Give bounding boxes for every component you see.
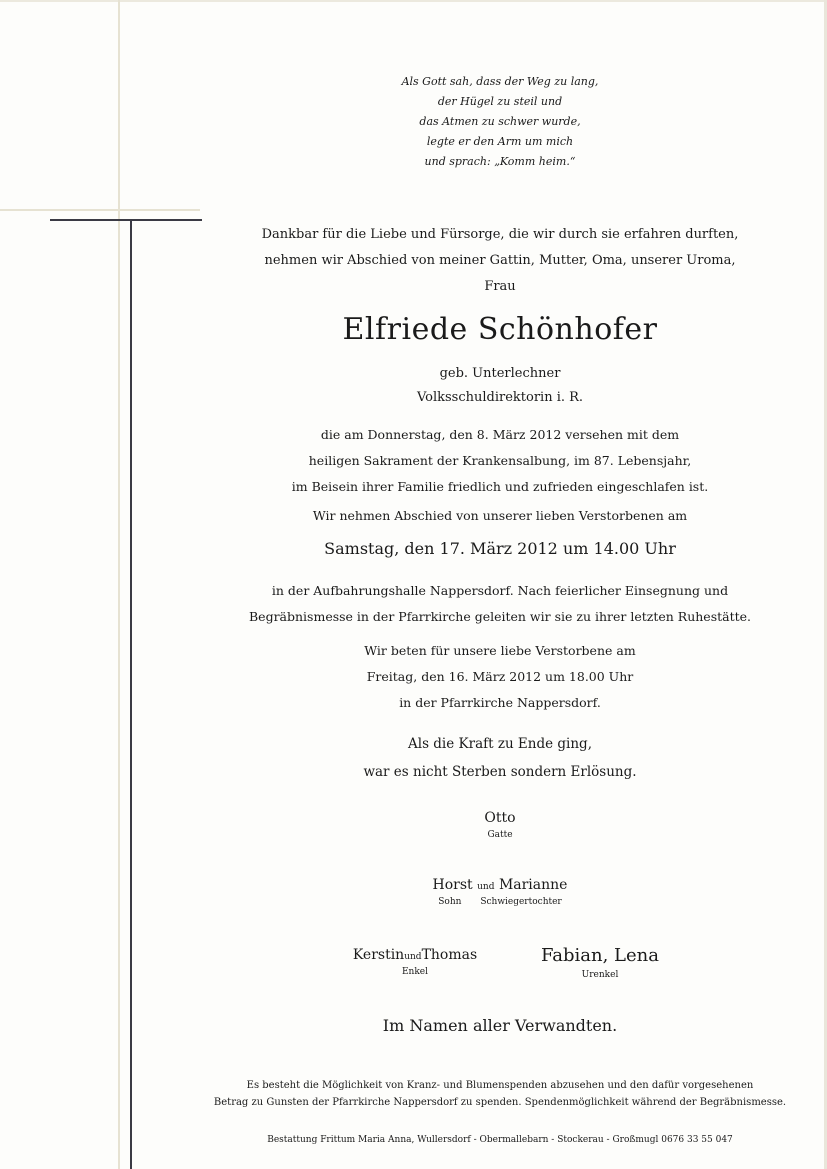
opening-poem xyxy=(120,72,827,172)
conjunction: und xyxy=(404,952,422,962)
prayer-line: Freitag, den 16. März 2012 um 18.00 Uhr xyxy=(366,669,634,684)
mourner-names xyxy=(330,947,500,963)
notice-line: Es besteht die Möglichkeit von Kranz- und Blumenspenden abzusehen und den dafür vorgesehenen xyxy=(246,1080,754,1091)
mourner-name: Marianne xyxy=(498,877,568,893)
mourner-name: Horst xyxy=(432,877,473,893)
mourner-role: Urenkel xyxy=(581,970,619,980)
mourner-role: Sohn xyxy=(438,897,462,907)
mourner-role: Enkel xyxy=(401,967,429,977)
death-line: im Beisein ihrer Familie friedlich und zufrieden eingeschlafen ist. xyxy=(291,479,709,494)
poem-line: Als Gott sah, dass der Weg zu lang, xyxy=(401,75,599,88)
ceremony-line: Begräbnismesse in der Pfarrkirche geleiten wir sie zu ihrer letzten Ruhestätte. xyxy=(248,609,752,624)
poem-line: das Atmen zu schwer wurde, xyxy=(419,115,581,128)
intro-line: Frau xyxy=(484,279,516,294)
quote-line: war es nicht Sterben sondern Erlösung. xyxy=(363,764,637,780)
quote-line: Als die Kraft zu Ende ging, xyxy=(408,736,592,752)
prayer-line: Wir beten für unsere liebe Verstorbene am xyxy=(364,643,636,658)
cross-horizontal-shadow xyxy=(0,209,200,211)
death-notice xyxy=(100,422,827,500)
birth-info xyxy=(100,362,827,410)
ceremony-text xyxy=(100,578,827,630)
maiden-name: geb. Unterlechner xyxy=(439,366,561,381)
prayer-line: in der Pfarrkirche Nappersdorf. xyxy=(399,695,601,710)
page-edge-top xyxy=(0,0,827,2)
poem-line: der Hügel zu steil und xyxy=(437,95,563,108)
farewell-line: Wir nehmen Abschied von unserer lieben Verstorbenen am xyxy=(312,508,688,523)
mourner-otto xyxy=(450,810,550,840)
intro-line: nehmen wir Abschied von meiner Gattin, Mutter, Oma, unserer Uroma, xyxy=(264,253,736,268)
cross-horizontal-line xyxy=(50,219,202,221)
death-line: die am Donnerstag, den 8. März 2012 versehen mit dem xyxy=(320,427,680,442)
conjunction: und xyxy=(477,882,495,892)
mourner-role: Gatte xyxy=(487,830,513,840)
mourner-name: Kerstin xyxy=(352,947,405,963)
mourner-name: Otto xyxy=(484,810,516,826)
mourner-name: Fabian, Lena xyxy=(541,945,659,966)
closing-line: Im Namen aller Verwandten. xyxy=(382,1016,618,1035)
donation-notice xyxy=(100,1077,827,1111)
mourner-name: Thomas xyxy=(421,947,478,963)
poem-line: legte er den Arm um mich xyxy=(426,135,574,148)
intro-line: Dankbar für die Liebe und Fürsorge, die wir durch sie erfahren durften, xyxy=(261,227,739,242)
prayer-text xyxy=(100,638,827,716)
poem-line: und sprach: „Komm heim.“ xyxy=(424,155,576,168)
deceased-name: Elfriede Schönhofer xyxy=(342,312,658,347)
funeral-date: Samstag, den 17. März 2012 um 14.00 Uhr xyxy=(324,539,676,558)
mourner-fabian-lena xyxy=(520,945,680,980)
intro-text xyxy=(100,222,827,300)
closing-quote xyxy=(100,730,827,786)
undertaker-footer: Bestattung Frittum Maria Anna, Wullersdorf - Obermallebarn - Stockerau - Großmugl 0676 33 55 047 xyxy=(267,1135,733,1145)
mourner-roles xyxy=(400,897,600,907)
death-line: heiligen Sakrament der Krankensalbung, im 87. Lebensjahr, xyxy=(308,453,692,468)
mourner-role: Schwiegertochter xyxy=(480,897,562,907)
mourner-names xyxy=(400,877,600,893)
mourner-horst-marianne xyxy=(400,877,600,907)
profession: Volksschuldirektorin i. R. xyxy=(416,390,584,405)
notice-line: Betrag zu Gunsten der Pfarrkirche Nappersdorf zu spenden. Spendenmöglichkeit während der Begräbnismesse. xyxy=(213,1097,787,1108)
mourner-kerstin-thomas xyxy=(330,947,500,977)
ceremony-line: in der Aufbahrungshalle Nappersdorf. Nach feierlicher Einsegnung und xyxy=(271,583,729,598)
